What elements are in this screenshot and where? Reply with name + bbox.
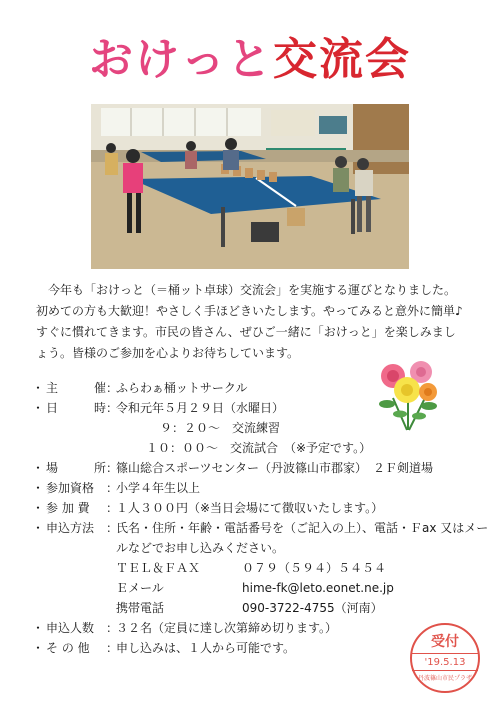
organizer-row: ・ 主 催 ： ふらわぁ桶ットサークル (32, 378, 472, 398)
venue-row: ・ 場 所 ： 篠山総合スポーツセンター（丹波篠山市郡家） ２Ｆ剣道場 (32, 458, 472, 478)
eligibility-label: 参加資格 (46, 481, 95, 495)
intro-line-1: 今年も「おけっと（＝桶ット卓球）交流会」を実施する運びとなりました。 (48, 283, 457, 297)
fee-value: １人３００円（※当日会場にて徴収いたします。） (116, 501, 384, 515)
eligibility-value: 小学４年生以上 (116, 481, 201, 495)
venue-value: 篠山総合スポーツセンター（丹波篠山市郡家） ２Ｆ剣道場 (116, 461, 434, 475)
organizer-value: ふらわぁ桶ットサークル (116, 381, 248, 395)
capacity-row: ・ 申込人数 ： ３２名（定員に達し次第締め切ります。） (32, 618, 472, 638)
venue-label: 場 所 (46, 461, 106, 475)
title-part-kouryukai: 交流会 (273, 34, 411, 85)
title-part-okketto: おけっと (89, 34, 273, 85)
schedule-match: １０：００～ 交流試合 （※予定です。） (146, 441, 372, 455)
stamp-title: 受付 (412, 631, 478, 654)
capacity-label: 申込人数 (46, 621, 95, 635)
fee-label: 参 加 費 (46, 501, 90, 515)
intro-text (36, 280, 476, 364)
other-row: ・ そ の 他 ： 申し込みは、１人から可能です。 (32, 638, 472, 658)
intro-line-3: すぐに慣れてきます。市民の皆さん、ぜひご一緒に「おけっと」を楽しみましょう。皆様のご参加を心よりお待ちしています。 (36, 325, 456, 360)
reception-stamp (410, 623, 480, 693)
capacity-value: ３２名（定員に達し次第締め切ります。） (116, 621, 338, 635)
tel-fax-row (32, 558, 472, 578)
apply-value: 氏名・住所・年齢・電話番号を（ご記入の上）、電話・Ｆax 又はメー (116, 521, 489, 535)
date-value: 令和元年５月２９日（水曜日） (116, 401, 285, 415)
mobile-row (32, 598, 472, 618)
email-row (32, 578, 472, 598)
date-label: 日 時 (46, 401, 106, 415)
fee-row: ・ 参 加 費 ： １人３００円（※当日会場にて徴収いたします。） (32, 498, 472, 518)
event-photo (91, 104, 409, 269)
eligibility-row: ・ 参加資格 ： 小学４年生以上 (32, 478, 472, 498)
apply-line-2: ルなどでお申し込みください。 (116, 541, 285, 555)
table-tennis-photo-illustration (91, 104, 409, 269)
tel-fax-value: ０７９（５９４）５４５４ (242, 561, 387, 575)
email-label: Ｅメール (116, 581, 164, 595)
apply-row: ・ 申込方法 ： 氏名・住所・年齢・電話番号を（ご記入の上）、電話・Ｆax 又はメー (32, 518, 472, 538)
schedule-practice: ９：２０～ 交流練習 (160, 421, 281, 435)
event-details (32, 378, 489, 658)
organizer-label: 主 催 (46, 381, 106, 395)
tel-fax-label: ＴＥＬ＆ＦＡＸ (116, 561, 201, 575)
stamp-office: 丹波篠山市民プラザ (417, 675, 472, 682)
page-title (0, 34, 500, 86)
email-value: hime-fk@leto.eonet.ne.jp (242, 581, 394, 595)
apply-label: 申込方法 (46, 521, 95, 535)
mobile-value: 090-3722-4755（河南） (242, 601, 383, 615)
other-label: そ の 他 (46, 641, 90, 655)
intro-line-2: 初めての方も大歓迎！やさしく手ほどきいたします。やってみると意外に簡単♪ (36, 304, 463, 318)
other-value: 申し込みは、１人から可能です。 (116, 641, 296, 655)
date-row: ・ 日 時 ： 令和元年５月２９日（水曜日） (32, 398, 472, 418)
stamp-date: '19.5.13 (412, 657, 478, 671)
mobile-label: 携帯電話 (116, 601, 165, 615)
